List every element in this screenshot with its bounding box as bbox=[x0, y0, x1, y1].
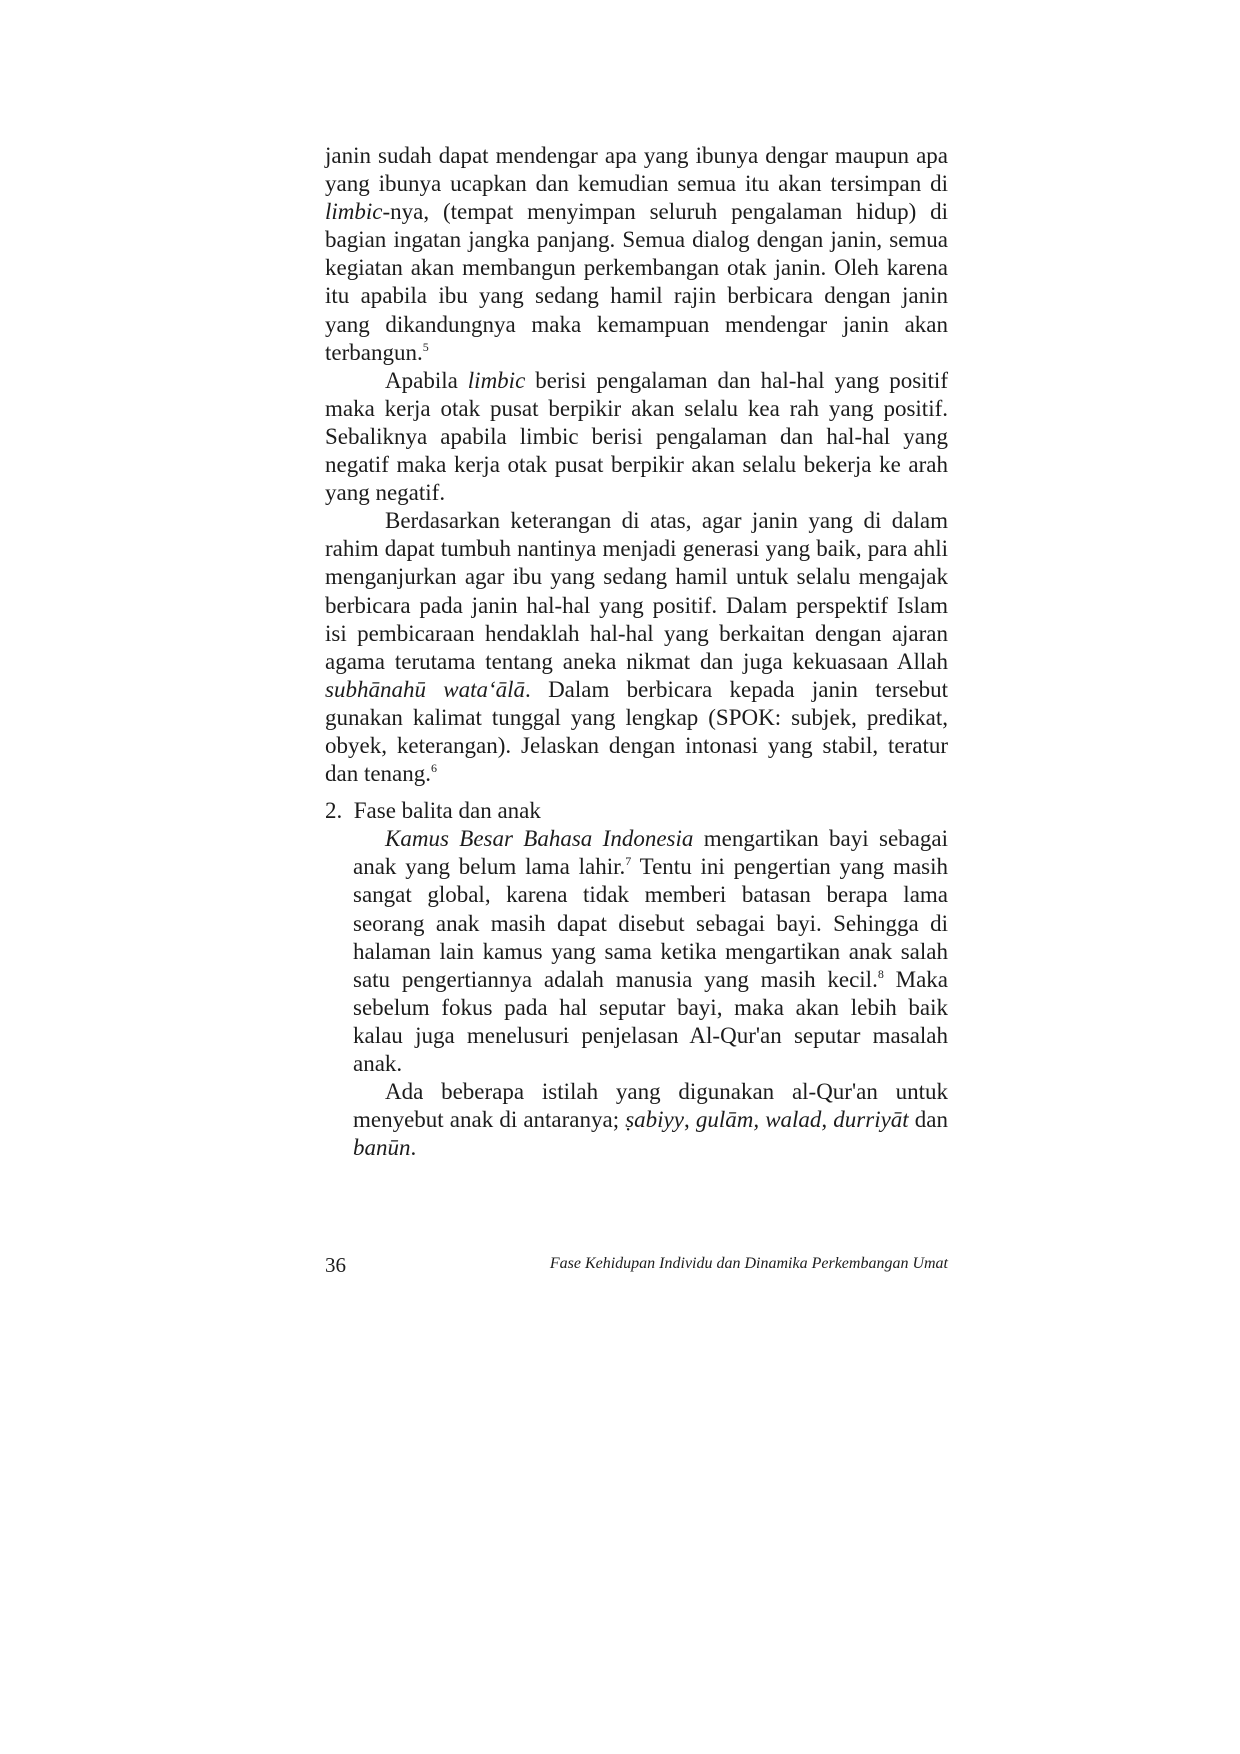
body-text bbox=[325, 142, 948, 1162]
text-run: Berdasarkan keterangan di atas, agar janin yang di dalam rahim dapat tumbuh nantinya menjadi generasi yang baik, para ahli menganjurkan agar ibu yang sedang hamil untuk selalu mengajak berbicara pada janin hal-hal yang positif. Dalam perspektif Islam isi pembicaraan hendaklah hal-hal yang berkaitan dengan ajaran agama terutama tentang aneka nikmat dan juga kekuasaan Allah bbox=[325, 508, 948, 674]
footnote-marker: 7 bbox=[625, 854, 632, 869]
italic-term: ṣabiyy bbox=[625, 1107, 684, 1133]
text-run: mengartikan bayi sebagai anak yang belum lama lahir. bbox=[353, 826, 948, 880]
italic-term: banūn bbox=[353, 1135, 411, 1161]
italic-term: subhānahū wata‘ālā bbox=[325, 676, 526, 702]
italic-term: Kamus Besar Bahasa Indonesia bbox=[385, 826, 694, 852]
text-run: berisi pengalaman dan hal-hal yang positif maka kerja otak pusat berpikir akan selalu kea rah yang positif. Sebaliknya apabila limbic berisi pengalaman dan hal-hal yang negatif maka kerja otak pusat berpikir akan selalu bekerja ke arah yang negatif. bbox=[325, 367, 948, 506]
footnote-marker: 5 bbox=[422, 339, 429, 354]
paragraph-3 bbox=[325, 507, 948, 788]
italic-term: gulām, walad, durriyāt bbox=[695, 1107, 909, 1133]
text-run: Tentu ini pengertian yang masih sangat global, karena tidak memberi batasan berapa lama seorang anak masih dapat disebut sebagai bayi. Sehingga di halaman lain kamus yang sama ketika mengartikan anak salah satu pengertiannya adalah manusia yang masih kecil. bbox=[353, 854, 948, 992]
footnote-marker: 6 bbox=[431, 761, 438, 776]
text-run: Maka sebelum fokus pada hal seputar bayi, maka akan lebih baik kalau juga menelusuri penjelasan Al-Qur'an seputar masalah anak. bbox=[353, 966, 948, 1076]
page-number: 36 bbox=[325, 1253, 346, 1277]
paragraph-1 bbox=[325, 142, 948, 367]
text-run: dan bbox=[908, 1107, 949, 1133]
paragraph-2 bbox=[325, 367, 948, 507]
italic-term: limbic bbox=[467, 367, 526, 393]
italic-term: limbic bbox=[325, 199, 383, 225]
text-run: , bbox=[683, 1107, 696, 1133]
running-title: Fase Kehidupan Individu dan Dinamika Perkembangan Umat bbox=[549, 1255, 948, 1272]
paragraph-5 bbox=[353, 1078, 948, 1162]
section-heading bbox=[325, 797, 948, 825]
section-number: 2. bbox=[325, 798, 343, 824]
text-run: . Dalam berbicara kepada janin tersebut gunakan kalimat tunggal yang lengkap (SPOK: subjek, predikat, obyek, keterangan). Jelaskan dengan intonasi yang stabil, teratur dan tenang. bbox=[325, 676, 948, 787]
spacer bbox=[325, 788, 948, 797]
text-run: Apabila bbox=[385, 367, 468, 393]
section-title: Fase balita dan anak bbox=[353, 798, 541, 824]
text-run: -nya, (tempat menyimpan seluruh pengalaman hidup) di bagian ingatan jangka panjang. Semua dialog dengan janin, semua kegiatan akan membangun perkembangan otak janin. Oleh karena itu apabila ibu yang sedang hamil rajin berbicara dengan janin yang dikandungnya maka kemampuan mendengar janin akan terbangun. bbox=[325, 199, 948, 365]
section-body bbox=[353, 825, 948, 1162]
footnote-marker: 8 bbox=[877, 966, 884, 981]
text-run: janin sudah dapat mendengar apa yang ibunya dengar maupun apa yang ibunya ucapkan dan kemudian semua itu akan tersimpan di bbox=[325, 143, 948, 197]
text-run: . bbox=[410, 1135, 417, 1161]
text-run: Ada beberapa istilah yang digunakan al-Qur'an untuk menyebut anak di antaranya; bbox=[353, 1079, 948, 1133]
paragraph-4 bbox=[353, 825, 948, 1078]
